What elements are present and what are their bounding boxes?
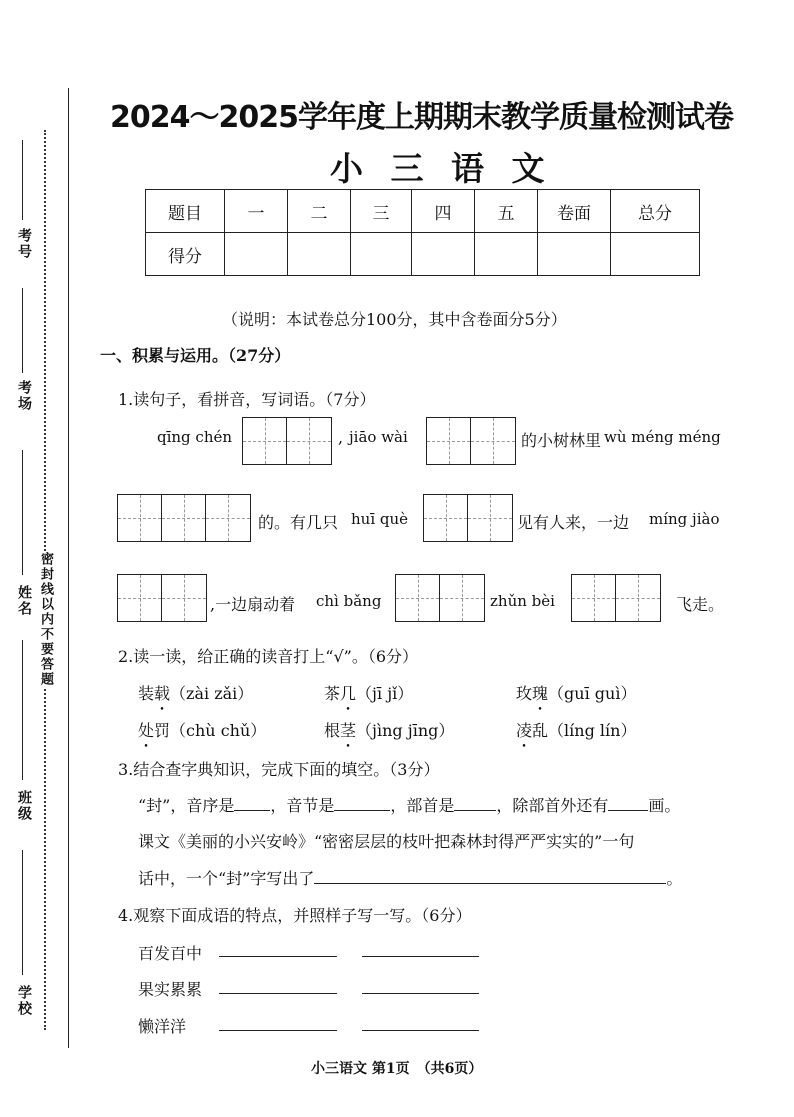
score-cell[interactable] bbox=[412, 233, 475, 276]
exam-room-field[interactable] bbox=[22, 288, 24, 373]
q1-answer-box-5[interactable] bbox=[117, 574, 207, 622]
q2-char: 乱 bbox=[532, 721, 549, 740]
q1-text-2: 的。有几只 bbox=[258, 513, 339, 532]
q3-blank-strokes[interactable] bbox=[608, 796, 648, 811]
page-footer: 小三语文 第1页 （共6页） bbox=[311, 1061, 483, 1077]
binding-line bbox=[68, 88, 69, 1048]
q2-item[interactable] bbox=[324, 718, 454, 741]
q4-answer-line[interactable] bbox=[219, 956, 337, 957]
q3-title: 3.结合查字典知识，完成下面的填空。（3分） bbox=[118, 760, 440, 779]
q3-line2: 课文《美丽的小兴安岭》“密密层层的枝叶把森林封得严严实实的”一句 bbox=[138, 832, 635, 851]
q4-answer-line[interactable] bbox=[219, 993, 337, 994]
q4-title: 4.观察下面成语的特点，并照样子写一写。（6分） bbox=[118, 906, 472, 925]
q2-pinyin-options: （guī guì） bbox=[548, 684, 637, 703]
exam-no-label: 考号 bbox=[16, 228, 32, 260]
score-cell[interactable] bbox=[611, 233, 700, 276]
q1-pinyin-wumengmeng: wù méng méng bbox=[604, 428, 721, 446]
name-label: 姓名 bbox=[16, 585, 32, 617]
q3-blank-index[interactable] bbox=[234, 796, 270, 811]
q1-pinyin-zhunbei: zhǔn bèi bbox=[490, 592, 555, 610]
exam-no-field[interactable] bbox=[22, 140, 24, 220]
score-header-cell: 四 bbox=[412, 190, 475, 233]
class-field[interactable] bbox=[22, 640, 24, 780]
q2-item[interactable] bbox=[138, 718, 266, 741]
score-cell[interactable] bbox=[538, 233, 611, 276]
subject-title: 小 三 语 文 bbox=[330, 149, 553, 188]
q2-pinyin-options: （jìng jīng） bbox=[356, 721, 455, 740]
q1-pinyin-chibang: chì bǎng bbox=[316, 592, 382, 610]
score-cell[interactable] bbox=[475, 233, 538, 276]
score-cell[interactable] bbox=[225, 233, 288, 276]
score-header-cell: 总分 bbox=[611, 190, 700, 233]
q4-example-3: 懒洋洋 bbox=[138, 1017, 187, 1036]
q3-text-line3b: 。 bbox=[666, 869, 683, 888]
score-header-cell: 卷面 bbox=[538, 190, 611, 233]
q3-text-e: 画。 bbox=[648, 796, 681, 815]
q2-char-dotted: 凌 bbox=[516, 721, 533, 740]
section1-heading: 一、积累与运用。（27分） bbox=[100, 346, 291, 365]
class-label: 班级 bbox=[16, 790, 32, 822]
q1-answer-box-3[interactable] bbox=[117, 494, 251, 542]
exam-note: （说明：本试卷总分100分，其中含卷面分5分） bbox=[222, 310, 567, 329]
q1-answer-box-7[interactable] bbox=[571, 574, 661, 622]
q3-line1 bbox=[138, 793, 680, 816]
q2-pinyin-options: （jī jǐ） bbox=[356, 684, 414, 703]
score-header-cell: 一 bbox=[225, 190, 288, 233]
q1-text-5: 飞走。 bbox=[676, 595, 725, 614]
q3-blank-radical[interactable] bbox=[454, 796, 496, 811]
q3-blank-syllable[interactable] bbox=[334, 796, 390, 811]
q4-answer-line[interactable] bbox=[362, 1030, 479, 1031]
q2-char: 茶 bbox=[324, 684, 341, 703]
q4-answer-line[interactable] bbox=[362, 993, 479, 994]
q1-answer-box-6[interactable] bbox=[395, 574, 485, 622]
score-cell[interactable] bbox=[351, 233, 412, 276]
school-field[interactable] bbox=[22, 850, 24, 975]
q1-pinyin-qingchen: qīng chén bbox=[157, 428, 233, 446]
q2-char: 罚 bbox=[154, 721, 171, 740]
q1-title: 1.读句子，看拼音，写词语。（7分） bbox=[118, 390, 376, 409]
q4-example-2: 果实累累 bbox=[138, 980, 203, 999]
q2-pinyin-options: （chù chǔ） bbox=[170, 721, 267, 740]
q3-text-b: ，音节是 bbox=[270, 796, 335, 815]
name-field[interactable] bbox=[22, 450, 24, 575]
q2-item[interactable] bbox=[516, 681, 636, 704]
score-table bbox=[145, 189, 700, 276]
school-label: 学校 bbox=[16, 985, 32, 1017]
q1-answer-box-2[interactable] bbox=[426, 417, 516, 465]
q3-text-c: ，部首是 bbox=[390, 796, 455, 815]
q1-comma: , bbox=[338, 428, 344, 447]
q2-title: 2.读一读，给正确的读音打上“√”。（6分） bbox=[118, 647, 419, 666]
q1-pinyin-jiaowai: jiāo wài bbox=[349, 428, 408, 446]
q1-text-1: 的小树林里 bbox=[521, 431, 602, 450]
q2-item[interactable] bbox=[138, 681, 253, 704]
q1-answer-box-4[interactable] bbox=[423, 494, 513, 542]
score-header-cell: 五 bbox=[475, 190, 538, 233]
score-row-label: 得分 bbox=[146, 233, 225, 276]
q3-text-line3a: 话中，一个“封”字写出了 bbox=[138, 869, 315, 888]
q3-text-d: ，除部首外还有 bbox=[496, 796, 609, 815]
q3-blank-meaning[interactable] bbox=[314, 869, 666, 884]
q1-pinyin-huique: huī què bbox=[351, 510, 409, 528]
q2-item[interactable] bbox=[516, 718, 636, 741]
q2-char-dotted: 瑰 bbox=[532, 684, 549, 703]
q2-pinyin-options: （zài zǎi） bbox=[170, 684, 254, 703]
q2-char: 根 bbox=[324, 721, 341, 740]
q1-pinyin-mingjiao: míng jiào bbox=[649, 510, 720, 528]
score-cell[interactable] bbox=[288, 233, 351, 276]
q1-text-4: ,一边扇动着 bbox=[210, 595, 296, 614]
q2-item[interactable] bbox=[324, 681, 413, 704]
q2-char-dotted: 几 bbox=[340, 684, 357, 703]
q3-text-a: “封”，音序是 bbox=[138, 796, 235, 815]
q1-text-3: 见有人来，一边 bbox=[517, 513, 630, 532]
q2-char: 玫 bbox=[516, 684, 533, 703]
q2-char: 装 bbox=[138, 684, 155, 703]
q4-example-1: 百发百中 bbox=[138, 944, 203, 963]
q2-char-dotted: 载 bbox=[154, 684, 171, 703]
q4-answer-line[interactable] bbox=[362, 956, 479, 957]
q2-char-dotted: 茎 bbox=[340, 721, 357, 740]
q2-char-dotted: 处 bbox=[138, 721, 155, 740]
seal-notice: 密封线以内不要答题 bbox=[38, 552, 53, 687]
q1-answer-box-1[interactable] bbox=[242, 417, 332, 465]
q2-pinyin-options: （líng lín） bbox=[548, 721, 637, 740]
score-header-cell: 二 bbox=[288, 190, 351, 233]
score-header-cell: 题目 bbox=[146, 190, 225, 233]
q4-answer-line[interactable] bbox=[219, 1030, 337, 1031]
q3-line3 bbox=[138, 866, 682, 889]
exam-room-label: 考场 bbox=[16, 380, 32, 412]
score-header-cell: 三 bbox=[351, 190, 412, 233]
page-title: 2024～2025学年度上期期末教学质量检测试卷 bbox=[110, 100, 733, 135]
